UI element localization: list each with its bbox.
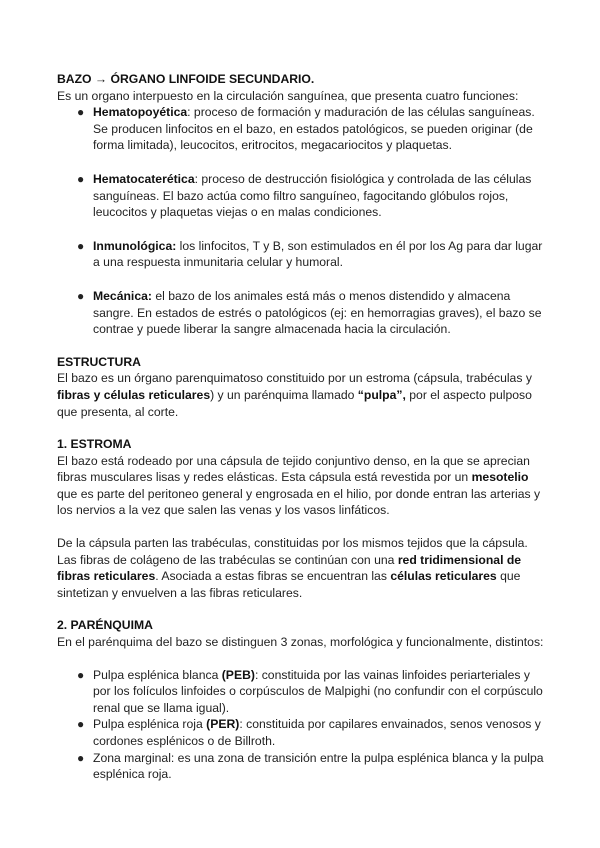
parenquima-paragraph: En el parénquima del bazo se distinguen 3 zonas, morfológica y funcionalmente, distintos: bbox=[57, 635, 544, 650]
term-hematocateretica: Hematocaterética bbox=[93, 171, 195, 186]
intro-paragraph: Es un organo interpuesto en la circulación sanguínea, que presenta cuatro funciones: bbox=[57, 88, 519, 103]
term-inmunologica: Inmunológica: bbox=[93, 238, 177, 253]
estructura-paragraph: El bazo es un órgano parenquimatoso constituido por un estroma (cápsula, trabéculas y fibras y células reticulares) y un parénquima llamado “pulpa”, por el aspecto pulposo que presenta, al corte. bbox=[57, 371, 532, 419]
term-hematopoyetica: Hematopoyética bbox=[93, 105, 188, 120]
estroma-paragraph-2: De la cápsula parten las trabéculas, constituidas por los mismos tejidos que la cápsula. Las fibras de colágeno de las trabéculas se continúan con una red tridimensional de fibras reticulares. Asociada a estas fibras se encuentran las células reticulares que sintetizan y envuelven a las fibras reticulares. bbox=[57, 536, 528, 600]
bullet-icon: ● bbox=[77, 667, 85, 682]
list-item: ● Inmunológica: los linfocitos, T y B, son estimulados en él por los Ag para dar lugar a una respuesta inmunitaria celular y humoral. bbox=[77, 238, 543, 270]
bullet-icon: ● bbox=[77, 171, 85, 186]
section-heading-parenquima: 2. PARÉNQUIMA bbox=[57, 618, 153, 633]
zones-list bbox=[57, 667, 549, 783]
bullet-icon: ● bbox=[77, 288, 85, 303]
term-mecanica: Mecánica: bbox=[93, 288, 152, 303]
page-title: BAZO → ÓRGANO LINFOIDE SECUNDARIO. bbox=[57, 72, 315, 86]
list-item: ● Pulpa esplénica blanca (PEB): constituida por las vainas linfoides periarteriales y por los folículos linfoides o corpúsculos de Malpighi (no confundir con el corpúsculo renal que se llama igual). bbox=[77, 667, 543, 715]
bullet-icon: ● bbox=[77, 717, 85, 732]
list-item: ● Zona marginal: es una zona de transición entre la pulpa esplénica blanca y la pulpa esplénica roja. bbox=[77, 750, 544, 782]
list-item: ● Hematopoyética: proceso de formación y maduración de las células sanguíneas. Se producen linfocitos en el bazo, en estados patológicos, se pueden originar (de forma limitada), leucocitos, eritrocitos, megacariocitos y plaquetas. bbox=[77, 105, 535, 153]
list-item: ● Pulpa esplénica roja (PER): constituida por capilares envainados, senos venosos y cordones esplénicos o de Billroth. bbox=[77, 717, 541, 748]
bullet-icon: ● bbox=[77, 105, 85, 120]
estroma-paragraph-1: El bazo está rodeado por una cápsula de tejido conjuntivo denso, en la que se aprecian fibras musculares lisas y redes elásticas. Esta cápsula está revestida por un mesotelio que es parte del peritoneo general y engrosada en el hilio, por donde entran las arterias y los nervios a la vez que salen las venas y los vasos linfáticos. bbox=[57, 453, 541, 518]
section-heading-estroma: 1. ESTROMA bbox=[57, 437, 132, 452]
bullet-icon: ● bbox=[77, 238, 85, 253]
bullet-icon: ● bbox=[77, 750, 85, 765]
list-item: ● Mecánica: el bazo de los animales está más o menos distendido y almacena sangre. En estados de estrés o patológicos (ej: en hemorragias graves), el bazo se contrae y puede liberar la sangre almacenada hacia la circulación. bbox=[77, 288, 542, 337]
list-item: ● Hematocaterética: proceso de destrucción fisiológica y controlada de las células sanguíneas. El bazo actúa como filtro sanguíneo, fagocitando glóbulos rojos, leucocitos y plaquetas viejas o en malas condiciones. bbox=[77, 171, 532, 220]
section-heading-estructura: ESTRUCTURA bbox=[57, 354, 141, 369]
document-page bbox=[57, 71, 549, 783]
functions-list bbox=[57, 104, 549, 154]
